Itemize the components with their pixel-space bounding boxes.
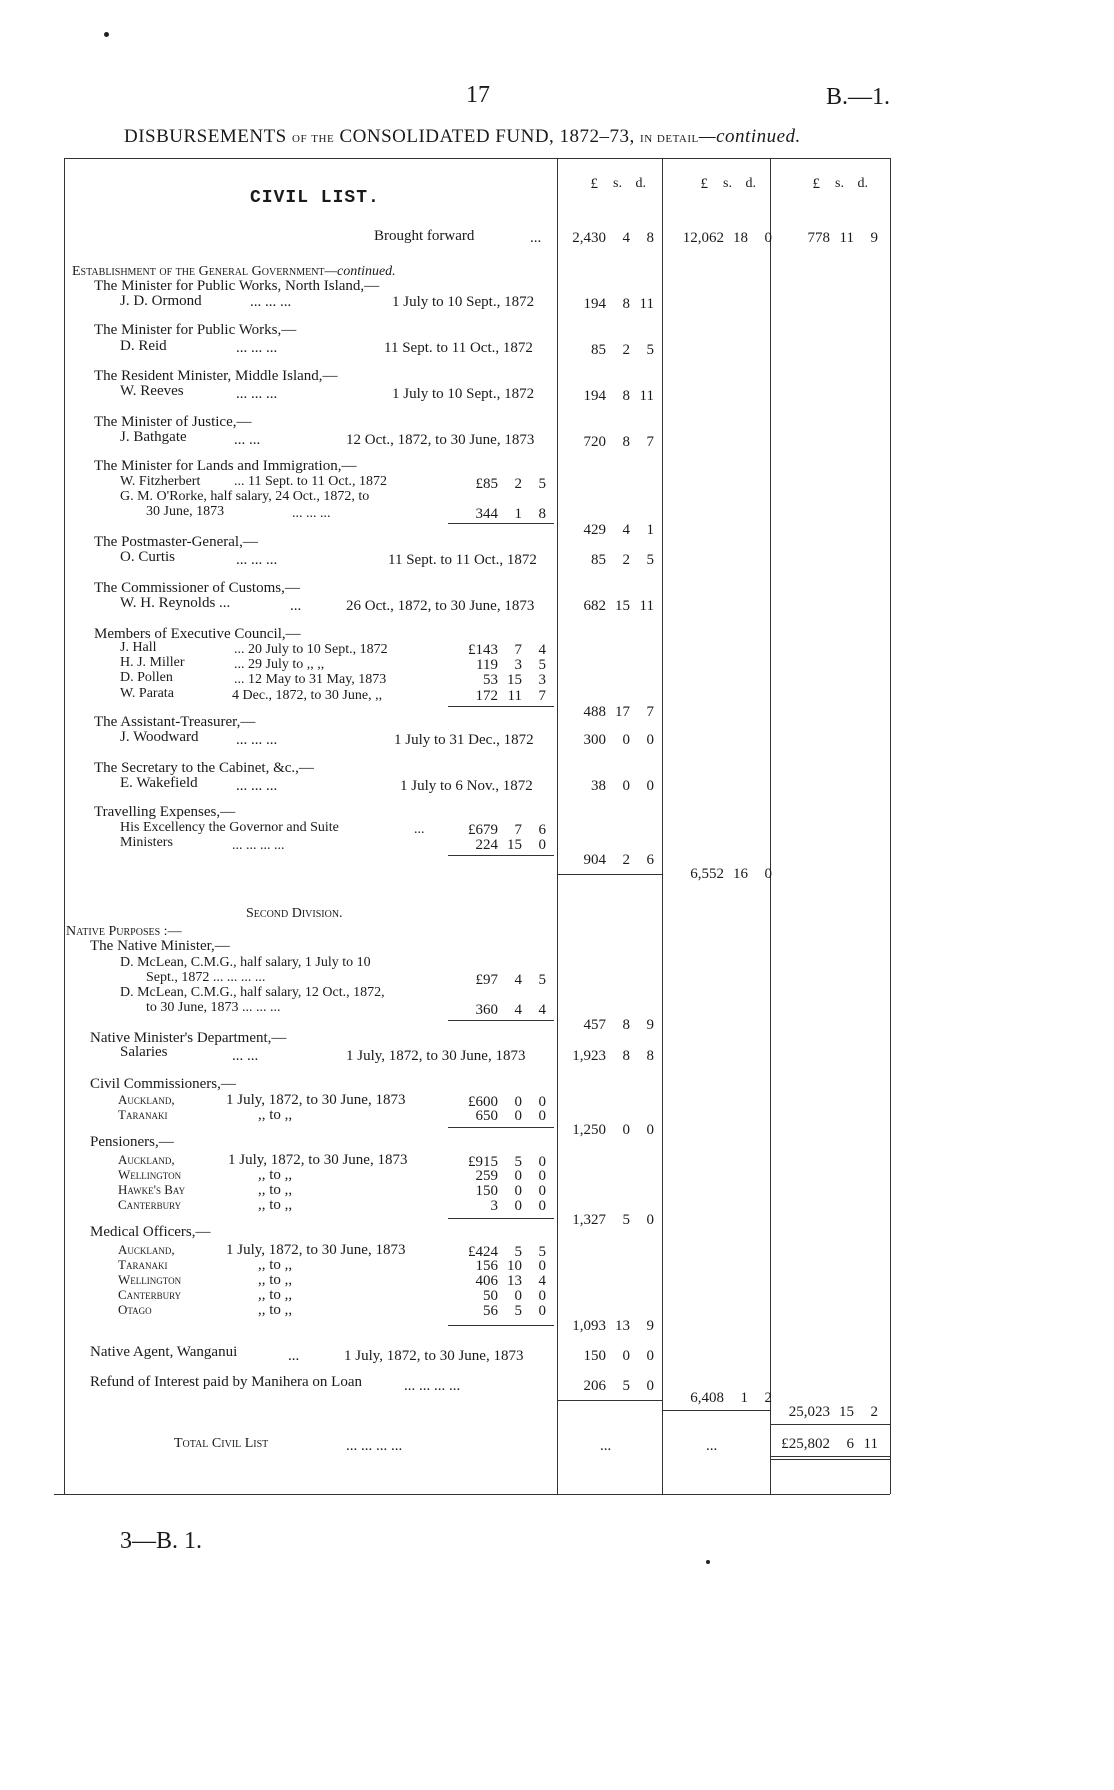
entry-title: The Minister for Public Works,— xyxy=(94,322,297,338)
native-agent-dots: ... xyxy=(288,1348,300,1364)
pensioner-amount: 259 0 0 xyxy=(475,1168,546,1184)
executive-title: Members of Executive Council,— xyxy=(94,626,301,642)
executive-member-period: ... 20 July to 10 Sept., 1872 xyxy=(234,642,388,657)
pensioner-amount: 3 0 0 xyxy=(490,1198,546,1214)
executive-member-amount: 119 3 5 xyxy=(476,657,546,673)
entry-dots: ... ... ... xyxy=(236,340,278,356)
lands-line1-name: W. Fitzherbert xyxy=(120,474,201,489)
medical-place: Wellington xyxy=(118,1272,182,1287)
section-title: CIVIL LIST. xyxy=(250,188,380,208)
entry-name: J. D. Ormond xyxy=(120,293,202,309)
commissioner-period: ,, to ,, xyxy=(258,1107,293,1123)
medical-amount: 50 0 0 xyxy=(483,1288,546,1304)
table-bottom-rule xyxy=(54,1494,890,1495)
secretary-title: The Secretary to the Cabinet, &c.,— xyxy=(94,760,314,776)
native-dept-name: Salaries xyxy=(120,1044,168,1060)
title-continued: —continued. xyxy=(698,126,801,147)
customs-title: The Commissioner of Customs,— xyxy=(94,580,300,596)
pensioner-amount: £915 5 0 xyxy=(468,1154,546,1170)
entry-name: D. Reid xyxy=(120,338,167,354)
postmaster-name: O. Curtis xyxy=(120,549,176,565)
medical-amount: 156 10 0 xyxy=(475,1258,546,1274)
total-civil-list-amount: £25,802 6 11 xyxy=(781,1436,878,1452)
total-col2-dots: ... xyxy=(706,1438,718,1454)
travelling-line1-dots: ... xyxy=(414,822,425,837)
medical-period: ,, to ,, xyxy=(258,1302,293,1318)
medical-amount: 56 5 0 xyxy=(483,1303,546,1319)
lands-line2-amount: 344 1 8 xyxy=(475,506,546,522)
pensioner-period: ,, to ,, xyxy=(258,1167,293,1183)
executive-member-amount: £143 7 4 xyxy=(468,642,546,658)
executive-member-period: ... 29 July to ,, ,, xyxy=(234,657,325,672)
title-fund: CONSOLIDATED FUND, 1872–73, xyxy=(339,126,635,147)
column-1-heading: £ s. d. xyxy=(590,176,646,192)
native-minister-amount: £97 4 5 xyxy=(475,972,546,988)
native-minister-line: to 30 June, 1873 ... ... ... xyxy=(146,1000,281,1015)
second-division-total: 6,408 1 2 xyxy=(690,1390,772,1406)
entry-amount: 194 8 11 xyxy=(583,388,654,404)
entry-dots: ... ... ... xyxy=(236,386,278,402)
brought-forward-dots: ... xyxy=(530,230,542,246)
postmaster-title: The Postmaster-General,— xyxy=(94,534,258,550)
secretary-period: 1 July to 6 Nov., 1872 xyxy=(400,778,533,794)
executive-total: 488 17 7 xyxy=(583,704,654,720)
native-agent-label: Native Agent, Wanganui xyxy=(90,1344,238,1360)
page-number: 17 xyxy=(466,82,490,108)
entry-name: J. Bathgate xyxy=(120,429,187,445)
executive-member-period: 4 Dec., 1872, to 30 June, ,, xyxy=(232,688,383,703)
subtotal-rule xyxy=(448,1020,554,1021)
entry-dots: ... ... xyxy=(234,432,261,448)
entry-amount: 85 2 5 xyxy=(591,342,654,358)
native-agent-period: 1 July, 1872, to 30 June, 1873 xyxy=(344,1348,524,1364)
medical-period: 1 July, 1872, to 30 June, 1873 xyxy=(226,1242,406,1258)
entry-title: The Minister of Justice,— xyxy=(94,414,252,430)
column-3-heading: £ s. d. xyxy=(812,176,868,192)
customs-name: W. H. Reynolds ... xyxy=(120,595,231,611)
native-purposes-heading: Native Purposes :— xyxy=(66,924,182,939)
ink-dot xyxy=(706,1560,710,1564)
customs-amount: 682 15 11 xyxy=(583,598,654,614)
division-rule xyxy=(558,1400,662,1401)
travelling-line2-amount: 224 15 0 xyxy=(475,837,546,853)
medical-period: ,, to ,, xyxy=(258,1287,293,1303)
title-of-the: of the xyxy=(292,130,335,146)
subtotal-rule xyxy=(448,523,554,524)
native-minister-amount: 360 4 4 xyxy=(475,1002,546,1018)
medical-place: Otago xyxy=(118,1302,152,1317)
entry-period: 12 Oct., 1872, to 30 June, 1873 xyxy=(346,432,535,448)
column-3-subtotal: 25,023 15 2 xyxy=(788,1404,878,1420)
table-top-rule xyxy=(64,158,890,159)
medical-title: Medical Officers,— xyxy=(90,1224,211,1240)
refund-label: Refund of Interest paid by Manihera on Loan xyxy=(90,1374,362,1390)
native-dept-dots: ... ... xyxy=(232,1048,259,1064)
secretary-dots: ... ... ... xyxy=(236,778,278,794)
entry-period: 1 July to 10 Sept., 1872 xyxy=(392,386,535,402)
postmaster-dots: ... ... ... xyxy=(236,552,278,568)
table-right-rule xyxy=(890,158,891,1494)
column-2-heading: £ s. d. xyxy=(700,176,756,192)
document-reference: B.—1. xyxy=(826,84,891,110)
total-double-rule xyxy=(771,1456,890,1457)
treasurer-title: The Assistant-Treasurer,— xyxy=(94,714,256,730)
executive-member-name: J. Hall xyxy=(120,640,157,655)
entry-period: 1 July to 10 Sept., 1872 xyxy=(392,294,535,310)
pensioner-place: Auckland, xyxy=(118,1152,175,1167)
lands-title: The Minister for Lands and Immigration,— xyxy=(94,458,357,474)
medical-total: 1,093 13 9 xyxy=(572,1318,654,1334)
second-division-heading: Second Division. xyxy=(246,906,343,921)
commissioner-amount: 650 0 0 xyxy=(475,1108,546,1124)
entry-name: W. Reeves xyxy=(120,383,184,399)
pensioner-place: Hawke's Bay xyxy=(118,1182,186,1197)
entry-dots: ... ... ... xyxy=(250,294,292,310)
travelling-total: 904 2 6 xyxy=(583,852,654,868)
lands-total: 429 4 1 xyxy=(583,522,654,538)
first-division-total: 6,552 16 0 xyxy=(690,866,772,882)
entry-amount: 720 8 7 xyxy=(583,434,654,450)
native-minister-total: 457 8 9 xyxy=(583,1017,654,1033)
executive-member-name: D. Pollen xyxy=(120,670,173,685)
refund-dots: ... ... ... ... xyxy=(404,1378,461,1394)
lands-line2a: G. M. O'Rorke, half salary, 24 Oct., 1872, to xyxy=(120,489,370,504)
commissioners-total: 1,250 0 0 xyxy=(572,1122,654,1138)
customs-period: 26 Oct., 1872, to 30 June, 1873 xyxy=(346,598,535,614)
subtotal-rule xyxy=(448,855,554,856)
executive-member-amount: 172 11 7 xyxy=(475,688,546,704)
establishment-heading: Establishment of the General Government—continued. xyxy=(72,264,396,279)
table-left-rule xyxy=(64,158,65,1494)
executive-member-name: W. Parata xyxy=(120,686,174,701)
commissioners-title: Civil Commissioners,— xyxy=(90,1076,236,1092)
native-dept-title: Native Minister's Department,— xyxy=(90,1030,287,1046)
lands-line1-period: ... 11 Sept. to 11 Oct., 1872 xyxy=(234,474,387,489)
total-civil-list-label: Total Civil List xyxy=(174,1436,269,1451)
treasurer-dots: ... ... ... xyxy=(236,732,278,748)
brought-forward-label: Brought forward xyxy=(374,228,475,244)
medical-period: ,, to ,, xyxy=(258,1257,293,1273)
signature-mark: 3—B. 1. xyxy=(120,1528,203,1554)
treasurer-name: J. Woodward xyxy=(120,729,199,745)
travelling-line2: Ministers xyxy=(120,835,173,850)
treasurer-period: 1 July to 31 Dec., 1872 xyxy=(394,732,534,748)
medical-place: Auckland, xyxy=(118,1242,175,1257)
total-dots: ... ... ... ... xyxy=(346,1438,403,1454)
native-dept-period: 1 July, 1872, to 30 June, 1873 xyxy=(346,1048,526,1064)
title-in-detail: in detail xyxy=(640,130,699,146)
native-minister-title: The Native Minister,— xyxy=(90,938,230,954)
travelling-line1: His Excellency the Governor and Suite xyxy=(120,820,339,835)
native-dept-amount: 1,923 8 8 xyxy=(572,1048,654,1064)
entry-title: The Minister for Public Works, North Island,— xyxy=(94,278,380,294)
division-rule xyxy=(663,1410,770,1411)
travelling-line2-dots: ... ... ... ... xyxy=(232,838,285,853)
entry-period: 11 Sept. to 11 Oct., 1872 xyxy=(384,340,533,356)
subtotal-rule xyxy=(448,1127,554,1128)
medical-period: ,, to ,, xyxy=(258,1272,293,1288)
pensioner-place: Wellington xyxy=(118,1167,182,1182)
commissioner-amount: £600 0 0 xyxy=(468,1094,546,1110)
pensioners-title: Pensioners,— xyxy=(90,1134,174,1150)
native-minister-line: D. McLean, C.M.G., half salary, 1 July to 10 xyxy=(120,955,371,970)
customs-dots: ... xyxy=(290,598,302,614)
medical-place: Canterbury xyxy=(118,1287,182,1302)
title-main: DISBURSEMENTS xyxy=(124,126,287,147)
pensioner-amount: 150 0 0 xyxy=(475,1183,546,1199)
pensioners-total: 1,327 5 0 xyxy=(572,1212,654,1228)
lands-line2-dots: ... ... ... xyxy=(292,506,331,521)
column-divider-2 xyxy=(662,158,663,1494)
executive-member-period: ... 12 May to 31 May, 1873 xyxy=(234,672,387,687)
commissioner-place: Taranaki xyxy=(118,1107,168,1122)
medical-amount: £424 5 5 xyxy=(468,1244,546,1260)
travelling-line1-amount: £679 7 6 xyxy=(468,822,546,838)
brought-forward-col2: 12,062 18 0 xyxy=(682,230,772,246)
brought-forward-col3: 778 11 9 xyxy=(807,230,878,246)
travelling-title: Travelling Expenses,— xyxy=(94,804,236,820)
commissioner-place: Auckland, xyxy=(118,1092,175,1107)
entry-title: The Resident Minister, Middle Island,— xyxy=(94,368,338,384)
commissioner-period: 1 July, 1872, to 30 June, 1873 xyxy=(226,1092,406,1108)
refund-amount: 206 5 0 xyxy=(583,1378,654,1394)
medical-amount: 406 13 4 xyxy=(475,1273,546,1289)
secretary-name: E. Wakefield xyxy=(120,775,198,791)
total-double-rule xyxy=(771,1459,890,1460)
executive-member-name: H. J. Miller xyxy=(120,655,185,670)
native-minister-line: D. McLean, C.M.G., half salary, 12 Oct., 1872, xyxy=(120,985,385,1000)
postmaster-period: 11 Sept. to 11 Oct., 1872 xyxy=(388,552,537,568)
entry-amount: 194 8 11 xyxy=(583,296,654,312)
brought-forward-col1: 2,430 4 8 xyxy=(572,230,654,246)
treasurer-amount: 300 0 0 xyxy=(583,732,654,748)
page-title xyxy=(124,126,801,148)
executive-member-amount: 53 15 3 xyxy=(483,672,546,688)
postmaster-amount: 85 2 5 xyxy=(591,552,654,568)
pensioner-period: ,, to ,, xyxy=(258,1197,293,1213)
pensioner-period: 1 July, 1872, to 30 June, 1873 xyxy=(228,1152,408,1168)
total-col1-dots: ... xyxy=(600,1438,612,1454)
lands-line1-amount: £85 2 5 xyxy=(475,476,546,492)
total-rule xyxy=(771,1424,890,1425)
subtotal-rule xyxy=(448,1218,554,1219)
lands-line2b: 30 June, 1873 xyxy=(146,504,225,519)
native-agent-amount: 150 0 0 xyxy=(583,1348,654,1364)
subtotal-rule xyxy=(448,706,554,707)
pensioner-period: ,, to ,, xyxy=(258,1182,293,1198)
pensioner-place: Canterbury xyxy=(118,1197,182,1212)
secretary-amount: 38 0 0 xyxy=(591,778,654,794)
column-divider-3 xyxy=(770,158,771,1494)
medical-place: Taranaki xyxy=(118,1257,168,1272)
native-minister-line: Sept., 1872 ... ... ... ... xyxy=(146,970,266,985)
subtotal-rule xyxy=(448,1325,554,1326)
division-rule xyxy=(558,874,662,875)
ink-dot xyxy=(104,32,109,37)
